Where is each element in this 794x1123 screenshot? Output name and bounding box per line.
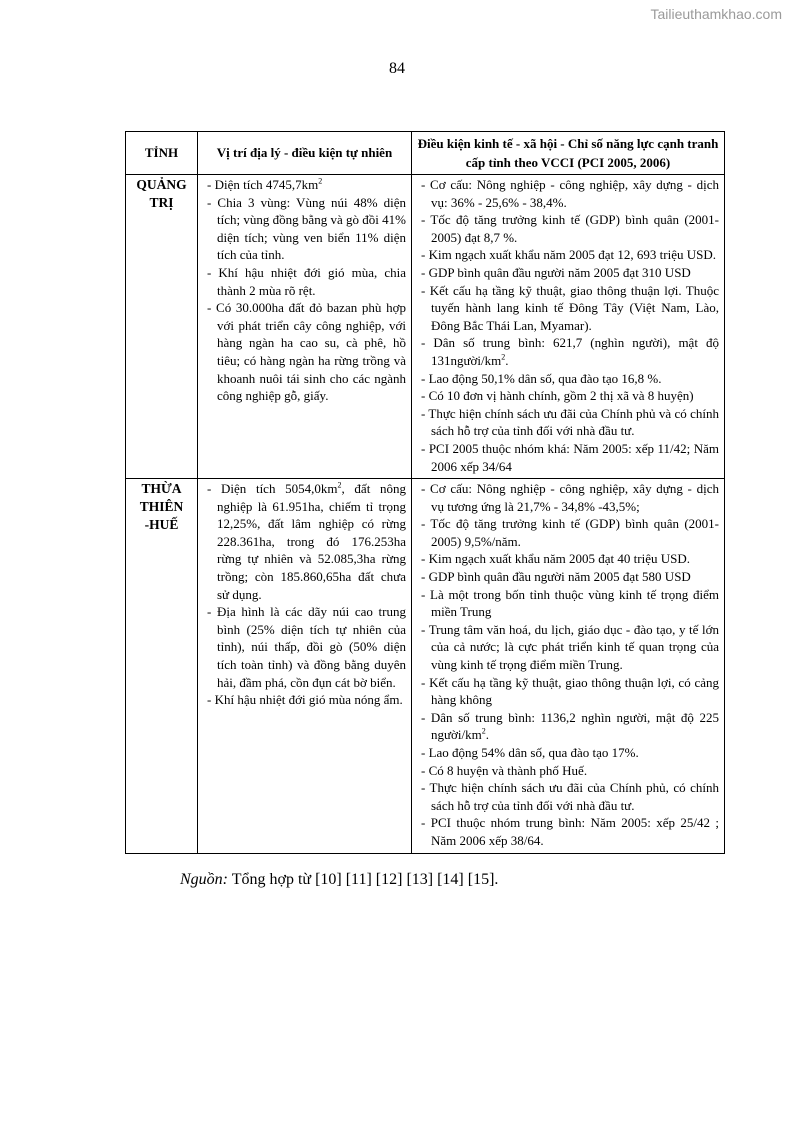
province-comparison-table [125,131,725,854]
province-cell [126,175,198,479]
list-item: - Có 30.000ha đất đỏ bazan phù hợp với phát triển cây công nghiệp, với hàng ngàn ha cao su, cà phê, hồ tiêu; có hàng ngàn ha rừng trồng và khoanh nuôi tái sinh cho các ngành công nghiệp gỗ, giấy. [207,300,406,404]
province-cell [126,479,198,853]
list-item: - Chia 3 vùng: Vùng núi 48% diện tích; vùng đồng bằng và gò đồi 41% diện tích; vùng ven biển 11% diện tích của tỉnh. [207,194,406,263]
list-item: - Cơ cấu: Nông nghiệp - công nghiệp, xây dựng - dịch vụ tương ứng là 21,7% - 34,8% -43,5%; [421,481,719,514]
list-item: - PCI 2005 thuộc nhóm khá: Năm 2005: xếp 11/42; Năm 2006 xếp 34/64 [421,440,719,474]
source-label: Nguồn: [180,871,228,888]
province-name-line: QUẢNG [136,177,187,192]
list-item: - Khí hậu nhiệt đới gió mùa, chia thành 2 mùa rõ rệt. [207,264,406,298]
province-name-line: -HUẾ [144,517,179,533]
header-location: Vị trí địa lý - điều kiện tự nhiên [198,132,412,175]
list-item: - GDP bình quân đầu người năm 2005 đạt 580 USD [421,569,691,585]
list-item: - Kim ngạch xuất khẩu năm 2005 đạt 40 triệu USD. [421,551,690,567]
list-item: - Thực hiện chính sách ưu đãi của Chính phủ, có chính sách hỗ trợ của tỉnh đối với nhà đầu tư. [421,780,719,813]
economic-cell [412,479,725,853]
list-item: - Kết cấu hạ tầng kỹ thuật, giao thông thuận lợi. Thuộc tuyến hành lang kinh tế Đông Tây (Việt Nam, Lào, Đông Bắc Thái Lan, Myamar). [421,282,719,333]
list-item: - Dân số trung bình: 1136,2 nghìn người, mật độ 225 người/$km^2$. [421,709,719,743]
table-header-row [126,132,725,175]
list-item: - Diện tích $4745,7km^2$ [207,176,323,192]
list-item: - Cơ cấu: Nông nghiệp - công nghiệp, xây dựng - dịch vụ: 36% - 25,6% - 38,4%. [421,177,719,210]
list-item: - Có 8 huyện và thành phố Huế. [421,762,588,778]
location-cell [198,479,412,853]
list-item: - Có 10 đơn vị hành chính, gồm 2 thị xã và 8 huyện) [421,388,694,404]
source-note [180,871,498,889]
location-cell [198,175,412,479]
province-name-line: TRỊ [149,195,174,210]
list-item: - Là một trong bốn tỉnh thuộc vùng kinh tế trọng điểm miền Trung [421,586,719,620]
header-economic: Điều kiện kinh tế - xã hội - Chỉ số năng lực cạnh tranh cấp tỉnh theo VCCI (PCI 2005, 2006) [412,132,725,175]
table-row-thua-thien-hue [126,479,725,853]
list-item: - Khí hậu nhiệt đới gió mùa nóng ẩm. [207,692,403,708]
list-item: - Dân số trung bình: 621,7 (nghìn người), mật độ $131người/km^2$. [421,335,719,368]
watermark: Tailieuthamkhao.com [650,6,782,22]
header-province: TỈNH [126,132,198,175]
list-item: - Diện tích $5054,0km^2$, đất nông nghiệp là 61.951ha, chiếm tỉ trọng 12,25%, đất lâm nghiệp có rừng 228.361ha, trong đó 176.253ha rừng tự nhiên và 52.085,3ha rừng trồng; còn 185.860,65ha đất chưa sử dụng. [207,480,406,602]
list-item: - Trung tâm văn hoá, du lịch, giáo dục - đào tạo, y tế lớn của cả nước; là cực phát triển kinh tế quan trọng của vùng kinh tế trọng điểm miền Trung. [421,621,719,673]
economic-cell [412,175,725,479]
list-item: - PCI thuộc nhóm trung bình: Năm 2005: xếp 25/42 ; Năm 2006 xếp 38/64. [421,815,719,848]
list-item: - Kim ngạch xuất khẩu năm 2005 đạt 12, 693 triệu USD. [421,247,716,263]
list-item: - Lao động 50,1% dân số, qua đào tạo 16,8 %. [421,370,662,386]
source-text: Tổng hợp từ [10] [11] [12] [13] [14] [15]. [228,871,499,888]
province-name-line: THIÊN [139,499,184,515]
list-item: - Lao động 54% dân số, qua đào tạo 17%. [421,745,639,760]
list-item: - Địa hình là các dãy núi cao trung bình (25% diện tích tự nhiên của tỉnh), núi thấp, đồi gò (50% diện tích toàn tỉnh) và đồng bằng duyên hải, đầm phá, cồn đụn cát bờ biển. [207,604,406,690]
table-row-quang-tri [126,175,725,479]
list-item: - GDP bình quân đầu người năm 2005 đạt 310 USD [421,264,691,280]
page-number: 84 [389,60,405,77]
list-item: - Tốc độ tăng trưởng kinh tế (GDP) bình quân (2001-2005) 9,5%/năm. [421,516,719,549]
list-item: - Tốc độ tăng trưởng kinh tế (GDP) bình quân (2001-2005) đạt 8,7 %. [421,212,719,245]
list-item: - Thực hiện chính sách ưu đãi của Chính phủ và có chính sách hỗ trợ của tỉnh đối với nhà đầu tư. [421,405,719,439]
province-name-line: THỪA [141,481,182,497]
list-item: - Kết cấu hạ tầng kỹ thuật, giao thông thuận lợi, có cảng hàng không [421,674,719,708]
